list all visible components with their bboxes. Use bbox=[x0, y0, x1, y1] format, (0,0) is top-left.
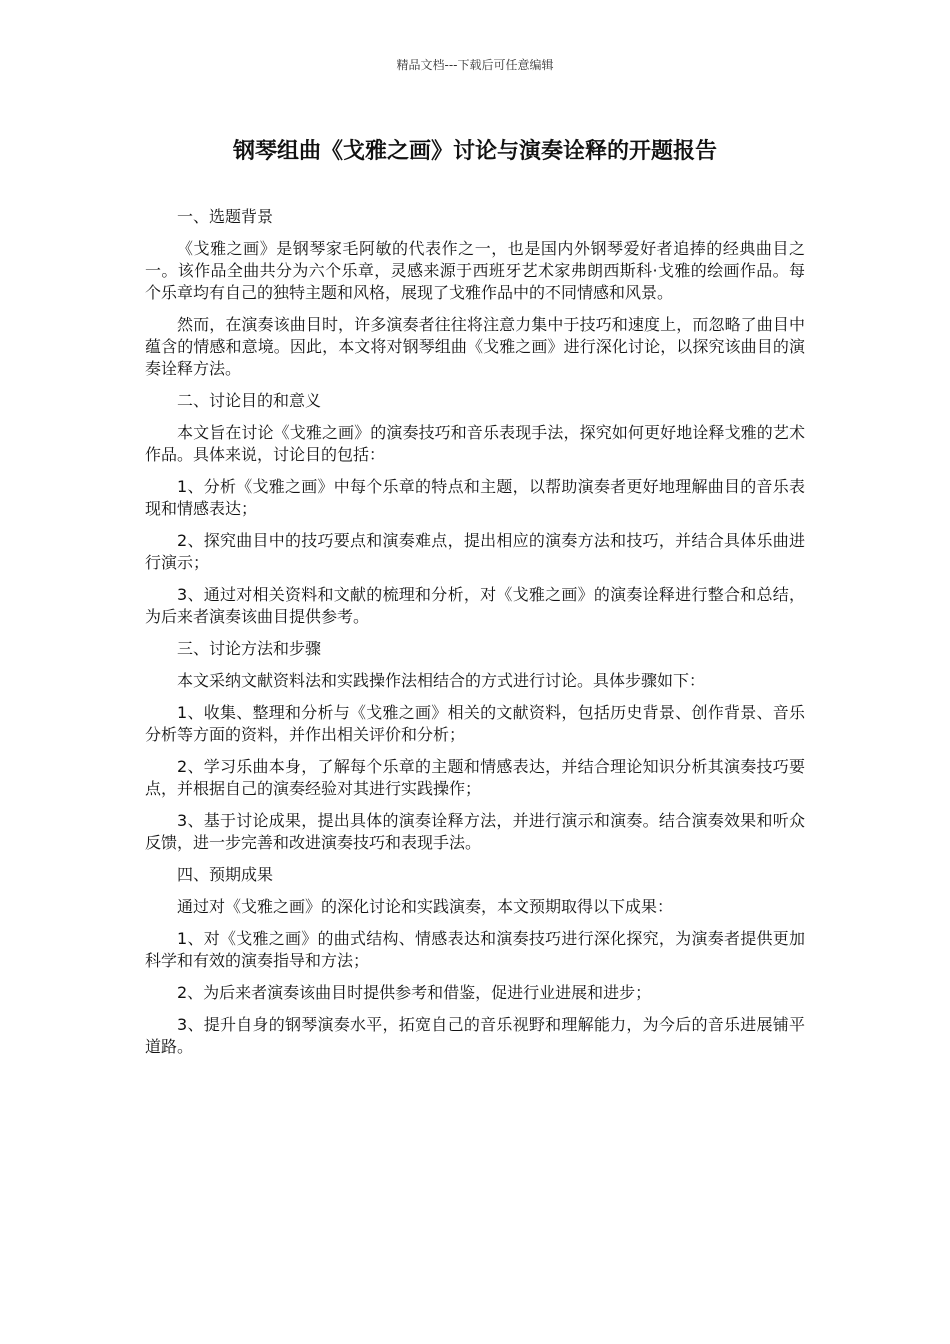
paragraph: 本文采纳文献资料法和实践操作法相结合的方式进行讨论。具体步骤如下： bbox=[177, 671, 706, 690]
paragraph: 《戈雅之画》是钢琴家毛阿敏的代表作之一，也是国内外钢琴爱好者追捧的经典曲目之一。该作品全曲共分为六个乐章，灵感来源于西班牙艺术家弗朗西斯科·戈雅的绘画作品。每个乐章均有自己的独特主题和风格，展现了戈雅作品中的不同情感和风景。 bbox=[145, 239, 805, 302]
section-heading: 二、讨论目的和意义 bbox=[177, 391, 322, 410]
section-heading: 四、预期成果 bbox=[177, 865, 274, 884]
paragraph: 本文旨在讨论《戈雅之画》的演奏技巧和音乐表现手法，探究如何更好地诠释戈雅的艺术作品。具体来说，讨论目的包括： bbox=[145, 423, 805, 464]
document-title: 钢琴组曲《戈雅之画》讨论与演奏诠释的开题报告 bbox=[232, 139, 717, 164]
paragraph: 然而，在演奏该曲目时，许多演奏者往往将注意力集中于技巧和速度上，而忽略了曲目中蕴含的情感和意境。因此，本文将对钢琴组曲《戈雅之画》进行深化讨论，以探究该曲目的演奏诠释方法。 bbox=[145, 315, 805, 378]
list-item: 3、基于讨论成果，提出具体的演奏诠释方法，并进行演示和演奏。结合演奏效果和听众反馈，进一步完善和改进演奏技巧和表现手法。 bbox=[145, 811, 805, 852]
list-item: 2、为后来者演奏该曲目时提供参考和借鉴，促进行业进展和进步； bbox=[177, 983, 652, 1002]
section-heading: 一、选题背景 bbox=[177, 207, 274, 226]
list-item: 2、学习乐曲本身，了解每个乐章的主题和情感表达，并结合理论知识分析其演奏技巧要点，并根据自己的演奏经验对其进行实践操作； bbox=[145, 757, 805, 798]
list-item: 1、收集、整理和分析与《戈雅之画》相关的文献资料，包括历史背景、创作背景、音乐分析等方面的资料，并作出相关评价和分析； bbox=[145, 703, 805, 744]
paragraph: 通过对《戈雅之画》的深化讨论和实践演奏，本文预期取得以下成果： bbox=[177, 897, 674, 916]
page-header: 精品文档---下载后可任意编辑 bbox=[396, 58, 554, 72]
document-body bbox=[145, 206, 805, 1068]
section-heading: 三、讨论方法和步骤 bbox=[177, 639, 322, 658]
list-item: 1、对《戈雅之画》的曲式结构、情感表达和演奏技巧进行深化探究，为演奏者提供更加科学和有效的演奏指导和方法； bbox=[145, 929, 805, 970]
list-item: 3、通过对相关资料和文献的梳理和分析，对《戈雅之画》的演奏诠释进行整合和总结，为后来者演奏该曲目提供参考。 bbox=[145, 585, 805, 626]
list-item: 1、分析《戈雅之画》中每个乐章的特点和主题，以帮助演奏者更好地理解曲目的音乐表现和情感表达； bbox=[145, 477, 805, 518]
list-item: 3、提升自身的钢琴演奏水平，拓宽自己的音乐视野和理解能力，为今后的音乐进展铺平道路。 bbox=[145, 1015, 805, 1056]
list-item: 2、探究曲目中的技巧要点和演奏难点，提出相应的演奏方法和技巧，并结合具体乐曲进行演示； bbox=[145, 531, 805, 572]
